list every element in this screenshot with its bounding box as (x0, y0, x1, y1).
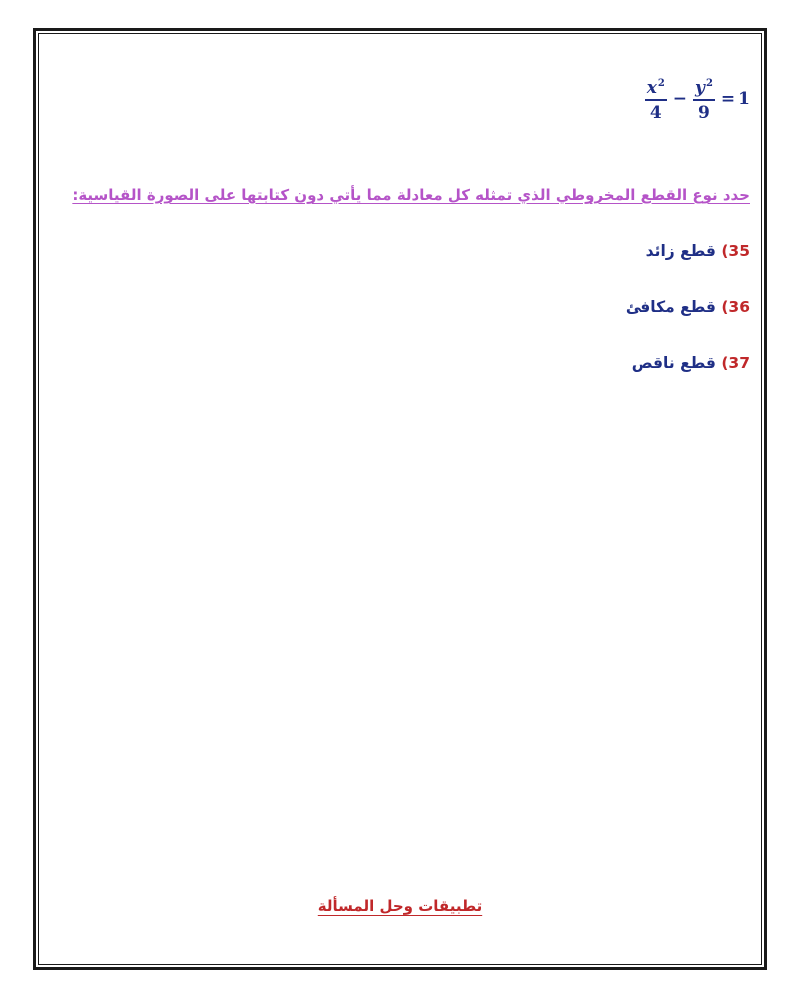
item-number: 36) (721, 298, 750, 316)
item-answer: قطع مكافئ (625, 298, 716, 316)
minus-operator: − (672, 88, 688, 109)
item-number: 35) (721, 242, 750, 260)
hyperbola-equation (642, 75, 750, 122)
fraction-x (645, 75, 667, 122)
instruction-text: حدد نوع القطع المخروطي الذي تمثله كل معادلة مما يأتي دون كتابتها على الصورة القياسية: (72, 186, 750, 204)
item-answer: قطع ناقص (631, 354, 716, 372)
item-37 (632, 354, 750, 372)
footer (0, 896, 800, 915)
fraction-y-numerator: $y^2$ (693, 75, 715, 101)
equals-sign: = (720, 88, 736, 109)
footer-title: تطبيقات وحل المسألة (317, 897, 483, 915)
equation-rhs: 1 (738, 88, 750, 109)
item-35 (646, 242, 750, 260)
fraction-x-numerator: $x^2$ (645, 75, 667, 101)
fraction-y (693, 75, 715, 122)
item-number: 37) (721, 354, 750, 372)
fraction-y-denominator: 9 (698, 103, 710, 123)
page-border-inner (38, 33, 762, 965)
item-answer: قطع زائد (645, 242, 716, 260)
fraction-x-denominator: 4 (649, 103, 662, 123)
item-36 (626, 298, 750, 316)
